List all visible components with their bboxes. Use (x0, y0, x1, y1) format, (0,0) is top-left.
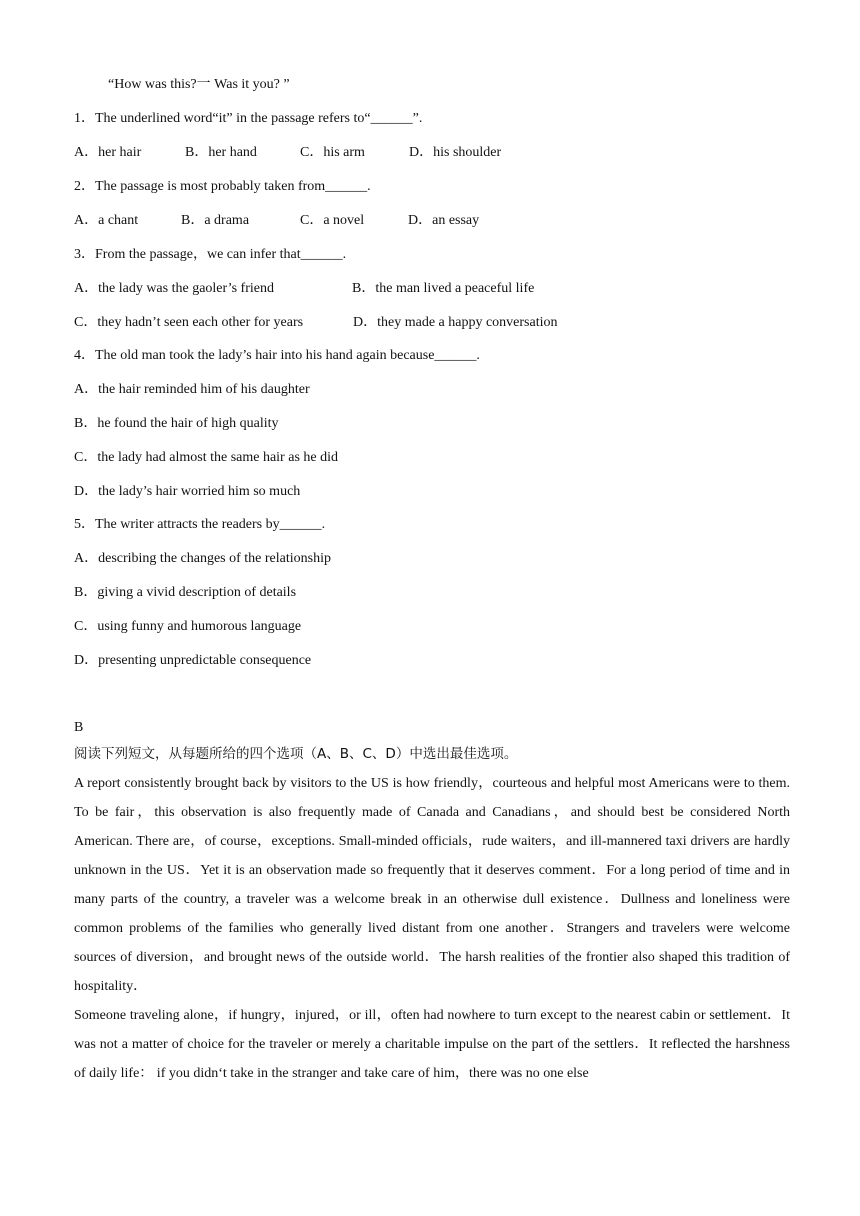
question-2-option-c: C．a novel (300, 213, 365, 228)
question-3-stem: 3．From the passage，we can infer that______. (74, 247, 347, 262)
section-label: B (74, 720, 84, 735)
question-2-option-b: B．a drama (181, 213, 250, 228)
question-5-option-c: C．using funny and humorous language (74, 619, 302, 634)
question-1-option-a: A．her hair (74, 145, 142, 160)
question-2-option-d: D．an essay (408, 213, 480, 228)
question-1-stem: 1．The underlined word“it” in the passage refers to“______”. (74, 111, 423, 126)
question-1-option-d: D．his shoulder (409, 145, 502, 160)
top-quote: “How was this?一 Was it you? ” (108, 77, 290, 92)
passage-paragraph-1: A report consistently brought back by visitors to the US is how friendly，courteous and helpful most Americans were to them. To be fair，this observation is also frequently made of Canada and Canadians，and should best be considered North American. There are，of course，exceptions. Small-minded officials，rude waiters，and ill-mannered taxi drivers are hardly unknown in the US．Yet it is an observation made so frequently that it deserves comment．For a long period of time and in many parts of the country, a traveler was a welcome break in an otherwise dull existence．Dullness and loneliness were common problems of the families who generally lived distant from one another．Strangers and travelers were welcome sources of diversion，and brought news of the outside world．The harsh realities of the frontier also shaped this tradition of hospitality． (74, 776, 790, 994)
question-4-option-b: B．he found the hair of high quality (74, 416, 279, 431)
question-3-option-a: A．the lady was the gaoler’s friend (74, 281, 274, 296)
question-4-option-c: C．the lady had almost the same hair as he did (74, 450, 338, 465)
question-4-stem: 4．The old man took the lady’s hair into his hand again because______. (74, 348, 480, 363)
question-1-option-c: C．his arm (300, 145, 365, 160)
question-5-option-d: D．presenting unpredictable consequence (74, 653, 312, 668)
question-3-option-b: B．the man lived a peaceful life (352, 281, 535, 296)
question-2-stem: 2．The passage is most probably taken from______. (74, 179, 371, 194)
question-4-option-a: A．the hair reminded him of his daughter (74, 382, 310, 397)
question-1-option-b: B．her hand (185, 145, 257, 160)
passage-paragraph-2: Someone traveling alone，if hungry，injured，or ill，often had nowhere to turn except to the nearest cabin or settlement．It was not a matter of choice for the traveler or merely a charitable impulse on the part of the settlers．It reflected the harshness of daily life： if you didn‘t take in the stranger and take care of him，there was no one else (74, 1008, 790, 1081)
question-4-option-d: D．the lady’s hair worried him so much (74, 484, 301, 499)
question-5-option-b: B．giving a vivid description of details (74, 585, 297, 600)
question-3-option-c: C．they hadn’t seen each other for years (74, 315, 304, 330)
question-3-option-d: D．they made a happy conversation (353, 315, 558, 330)
section-instruction: 阅读下列短文，从每题所给的四个选项（A、B、C、D）中选出最佳选项。 (74, 746, 518, 762)
question-5-option-a: A．describing the changes of the relationship (74, 551, 331, 566)
question-2-option-a: A．a chant (74, 213, 139, 228)
question-5-stem: 5．The writer attracts the readers by______. (74, 517, 326, 532)
